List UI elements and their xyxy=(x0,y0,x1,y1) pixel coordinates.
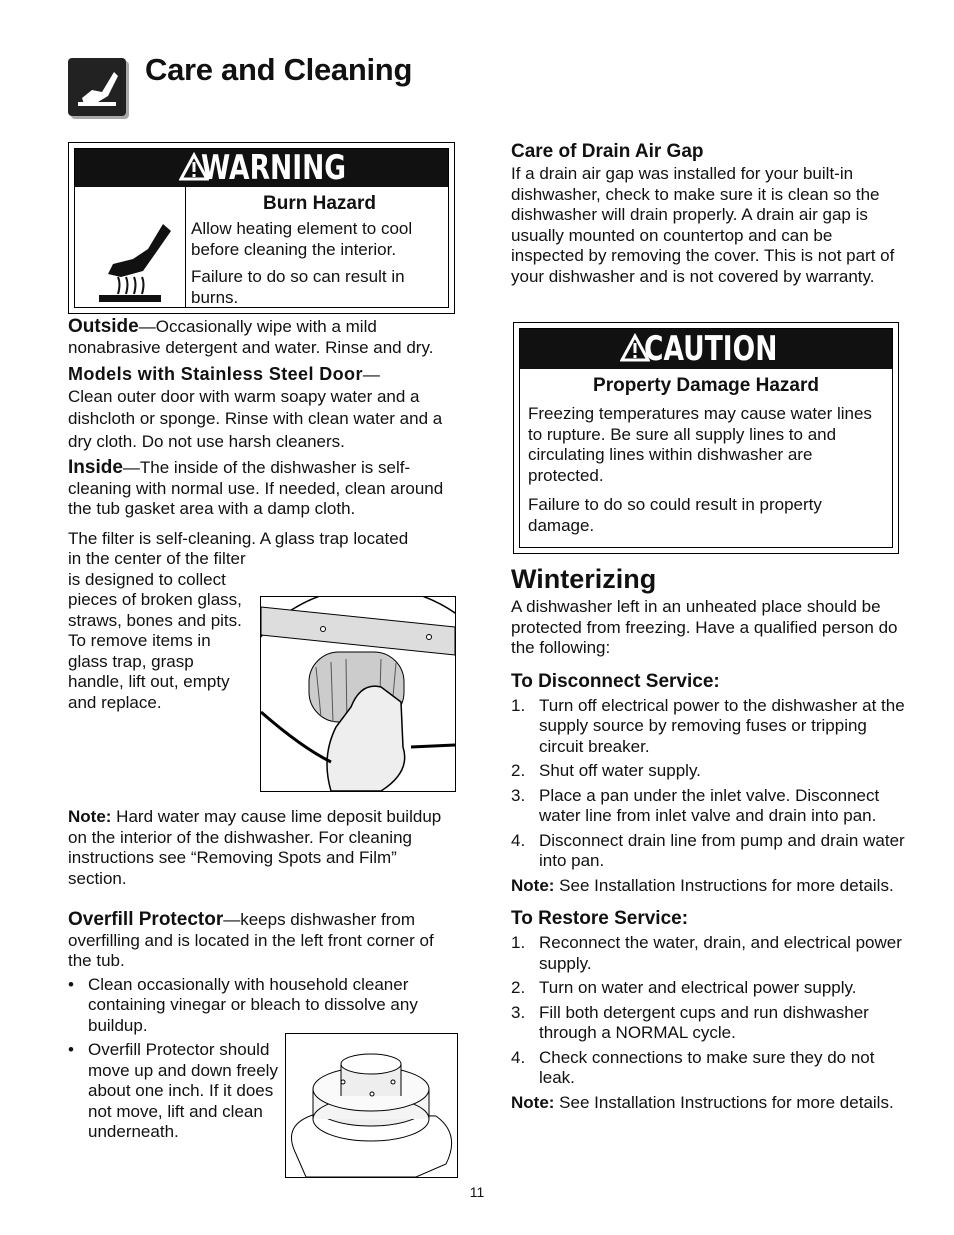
list-item: 4. Disconnect drain line from pump and drain water into pan. xyxy=(511,830,905,870)
filter-line-1: The filter is self-cleaning. A glass trap located xyxy=(68,528,409,548)
hot-surface-hand-icon xyxy=(93,219,173,314)
list-item: 2. Turn on water and electrical power supply. xyxy=(511,978,857,997)
drain-section xyxy=(511,141,903,287)
warning-box xyxy=(68,142,455,314)
disconnect-steps xyxy=(511,696,906,872)
warning-text-2: Failure to do so can result in burns. xyxy=(191,267,405,307)
stainless-label: Models with Stainless Steel Door xyxy=(68,364,363,384)
note-disconnect: Note: See Installation Instructions for more details. xyxy=(511,875,894,895)
winterizing-section xyxy=(511,563,906,1113)
list-item: 1. Reconnect the water, drain, and electrical power supply. xyxy=(511,933,902,973)
caution-text-1: Freezing temperatures may cause water lines to rupture. Be sure all supply lines to and circulating lines within dishwasher are protected. xyxy=(528,404,872,485)
drain-text: If a drain air gap was installed for your built-in dishwasher, check to make sure it is clean so the dishwasher will drain properly. A drain air gap is usually mounted on countertop and can be inspected by removing the cover. This is not part of your dishwasher and is not covered by warranty. xyxy=(511,164,895,286)
filter-text: in the center of the filter is designed to collect pieces of broken glass, straws, bones and pits. To remove items in glass trap, grasp handle, lift out, empty and replace. xyxy=(68,549,246,712)
list-item: 2. Shut off water supply. xyxy=(511,761,701,780)
page-number: 11 xyxy=(469,1184,485,1200)
overfill-paragraph: Overfill Protector—keeps dishwasher from overfilling and is located in the left front corner of the tub. xyxy=(68,909,434,970)
caution-text-2: Failure to do so could result in property damage. xyxy=(528,495,822,535)
note-restore: Note: See Installation Instructions for more details. xyxy=(511,1092,894,1112)
warning-text-1: Allow heating element to cool before cleaning the interior. xyxy=(191,219,413,259)
disconnect-heading: To Disconnect Service: xyxy=(511,670,720,692)
inside-paragraph: Inside—The inside of the dishwasher is self-cleaning with normal use. If needed, clean around the tub gasket area with a damp cloth. xyxy=(68,457,444,518)
outside-paragraph: Outside—Occasionally wipe with a mild nonabrasive detergent and water. Rinse and dry. xyxy=(68,316,434,357)
restore-steps xyxy=(511,933,906,1089)
list-item: 3. Place a pan under the inlet valve. Disconnect water line from inlet valve and drain into pan. xyxy=(511,785,880,825)
overfill-protector-illustration xyxy=(285,1033,458,1178)
caution-heading: Property Damage Hazard xyxy=(593,375,819,396)
list-item: • Clean occasionally with household cleaner containing vinegar or bleach to dissolve any buildup. xyxy=(68,974,418,1035)
winterizing-text: A dishwasher left in an unheated place should be protected from freezing. Have a qualified person do the following: xyxy=(511,597,898,657)
list-item: 4. Check connections to make sure they do not leak. xyxy=(511,1047,875,1087)
caution-banner xyxy=(520,329,892,369)
warning-banner xyxy=(75,149,448,187)
list-item: 3. Fill both detergent cups and run dishwasher through a NORMAL cycle. xyxy=(511,1002,869,1042)
care-cleaning-icon xyxy=(68,58,126,116)
warning-label: WARNING xyxy=(201,148,347,188)
warning-heading: Burn Hazard xyxy=(263,193,376,214)
list-item: 1. Turn off electrical power to the dishwasher at the supply source by removing fuses or tripping circuit breaker. xyxy=(511,695,905,756)
outside-label: Outside xyxy=(68,316,139,337)
glass-trap-illustration xyxy=(260,596,456,792)
stainless-paragraph: Models with Stainless Steel Door— xyxy=(68,364,380,384)
restore-heading: To Restore Service: xyxy=(511,908,689,929)
drain-heading: Care of Drain Air Gap xyxy=(511,141,704,162)
inside-label: Inside xyxy=(68,457,123,478)
list-item: • Overfill Protector should move up and down freely about one inch. If it does not move, lift and clean underneath. xyxy=(68,1040,278,1141)
caution-label: CAUTION xyxy=(644,329,778,369)
note-hard-water: Note: Hard water may cause lime deposit buildup on the interior of the dishwasher. For cleaning instructions see “Removing Spots and Film” section. xyxy=(68,807,442,888)
stainless-text: Clean outer door with warm soapy water and a dishcloth or sponge. Rinse with clean water and a dry cloth. Do not use harsh cleaners. xyxy=(68,386,443,451)
page-title: Care and Cleaning xyxy=(145,52,413,87)
overfill-label: Overfill Protector xyxy=(68,909,224,930)
caution-box xyxy=(513,322,899,554)
winterizing-heading: Winterizing xyxy=(511,564,657,594)
